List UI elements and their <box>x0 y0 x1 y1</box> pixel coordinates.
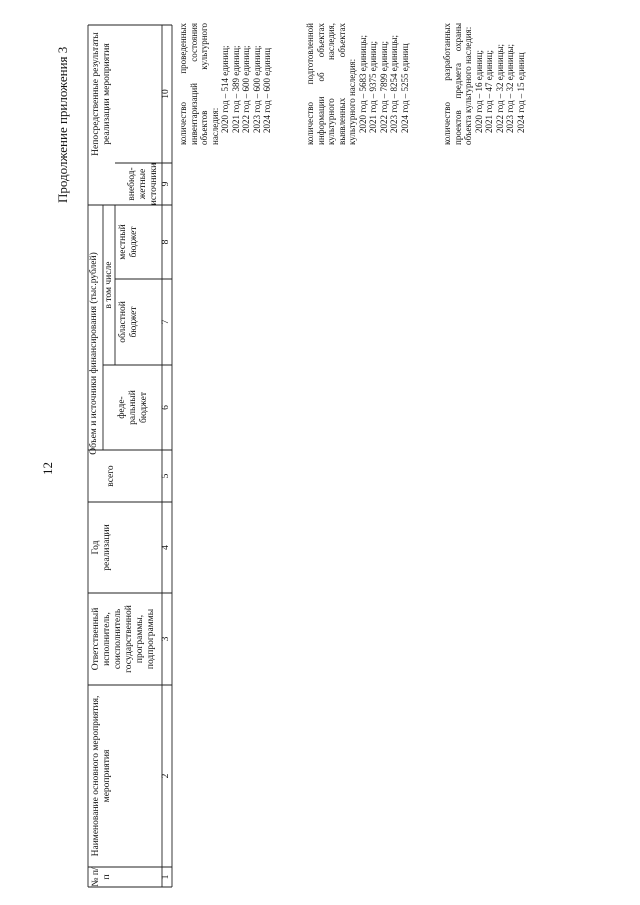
result-year: 2020 год – 5683 единицы; <box>357 34 368 133</box>
result-lead: количество подготовленной информации об объектах культурного наследия, выявленных объектах культурного наследия: <box>305 23 357 145</box>
result-year: 2021 год – 47 единиц; <box>484 49 494 133</box>
col-number-1: 1 <box>161 874 171 880</box>
result-year: 2021 год – 9375 единиц; <box>368 40 378 133</box>
col-number-5: 5 <box>161 473 171 479</box>
col-number-3: 3 <box>161 636 171 642</box>
result-year: 2023 год – 600 единиц; <box>251 45 262 133</box>
result-year: 2021 год – 389 единиц; <box>230 45 241 133</box>
continuation-title: Продолжение приложения 3 <box>55 46 70 203</box>
header-total: всего <box>106 465 116 487</box>
result-block-protection-projects <box>442 23 526 145</box>
header-activity-name: Наименование основного мероприятия, мероприятия <box>91 695 112 857</box>
header-regional: областной бюджет <box>118 301 139 343</box>
result-block-information <box>305 23 410 145</box>
col-number-7: 7 <box>161 319 171 325</box>
header-year: Год реализации <box>91 524 112 571</box>
header-results: Непосредственные результаты реализации мероприятия <box>91 32 112 156</box>
result-year: 2020 год – 514 единиц; <box>220 45 230 133</box>
result-lead: количество проведенных инвентаризаций состояния объектов культурного наследия: <box>178 23 220 145</box>
header-number: № п/п <box>91 867 112 887</box>
page-number: 12 <box>40 462 55 475</box>
result-lead: количество разработанных проектов предмета охраны объекта культурного наследия: <box>442 23 473 145</box>
result-year: 2024 год – 5255 единиц <box>399 43 410 133</box>
header-offbudget: внебюд-жетные источники <box>127 162 159 206</box>
col-number-8: 8 <box>161 239 171 245</box>
header-local: местный бюджет <box>118 224 139 260</box>
result-year: 2024 год – 600 единиц <box>262 47 272 133</box>
header-funding: Объем и источники финансирования (тыс.рублей) <box>89 252 99 455</box>
result-year: 2022 год – 7899 единиц; <box>378 40 389 133</box>
header-responsible: Ответственный исполнитель, соисполнитель государственной программы, подпрограммы <box>91 605 156 673</box>
header-federal: феде-ральный бюджет <box>117 390 149 425</box>
result-year: 2020 год – 16 единиц; <box>473 49 484 133</box>
col-number-4: 4 <box>161 545 171 550</box>
col-number-2: 2 <box>161 773 171 779</box>
result-block-inventories <box>178 23 273 145</box>
result-year: 2024 год – 15 единиц <box>515 52 526 133</box>
col-number-6: 6 <box>161 405 171 410</box>
header-including: в том числе <box>104 261 114 309</box>
result-year: 2022 год – 32 единицы; <box>494 43 505 133</box>
result-year: 2022 год – 600 единиц; <box>241 45 251 133</box>
result-year: 2023 год – 32 единицы; <box>505 43 515 133</box>
col-number-9: 9 <box>161 181 171 187</box>
col-number-10: 10 <box>161 89 171 99</box>
result-year: 2023 год – 8254 единицы; <box>389 34 399 133</box>
